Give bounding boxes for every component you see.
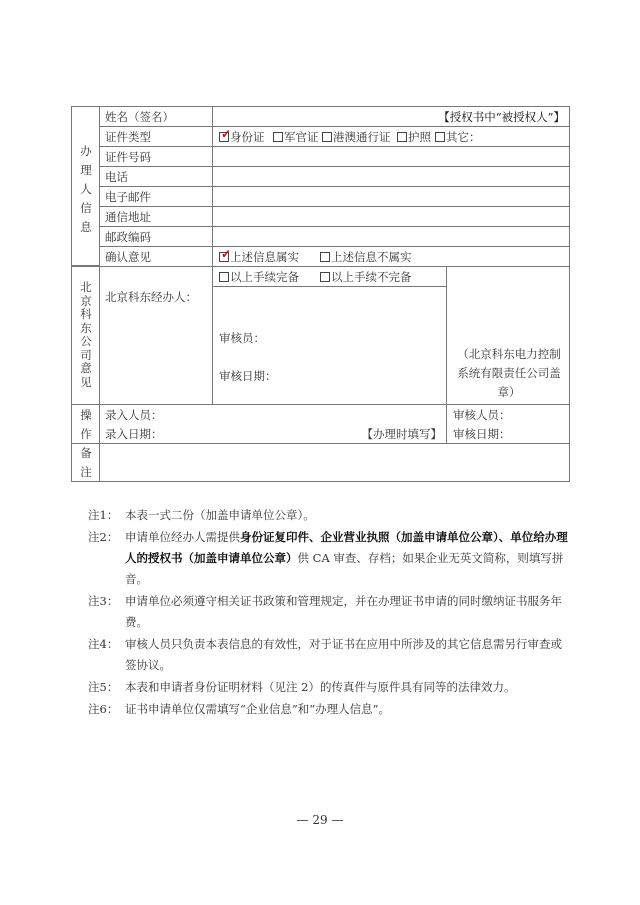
row-label-id_type: 证件类型: [105, 130, 151, 144]
option-label: 上述信息不属实: [331, 250, 412, 264]
option-id_type-3[interactable]: [397, 130, 431, 144]
option-label: 上述信息属实: [230, 250, 299, 264]
checkbox[interactable]: [435, 132, 445, 142]
remarks-field[interactable]: [99, 443, 570, 482]
company-options-cell: [212, 266, 447, 287]
company-stamp-cell: [446, 266, 570, 405]
row-label-cell: [99, 246, 213, 267]
option-label: 护照: [408, 130, 431, 144]
company-handler-cell: [99, 266, 213, 405]
checkbox[interactable]: [320, 272, 330, 282]
option-label: 其它：: [446, 130, 481, 144]
row-value-phone[interactable]: [212, 166, 570, 187]
company-stamp-text: （北京科东电力控制系统有限责任公司盖章）: [457, 347, 561, 399]
checkbox[interactable]: [219, 272, 229, 282]
row-label-postcode: 邮政编码: [105, 230, 151, 244]
note-label: 注1：: [88, 508, 119, 522]
note-1: [88, 505, 568, 526]
note-label: 注3：: [88, 594, 119, 608]
row-label-id_number: 证件号码: [105, 150, 151, 164]
page-number: — 29 —: [296, 813, 344, 827]
section-company-cell: [71, 266, 100, 405]
option-id_type-4[interactable]: [435, 130, 565, 147]
row-value-address[interactable]: [212, 206, 570, 227]
other-underline[interactable]: [485, 132, 565, 147]
checkbox[interactable]: [320, 252, 330, 262]
section-remarks-label: 备注: [80, 446, 92, 479]
review-date-label: 审核日期：: [219, 369, 277, 383]
note-label: 注6：: [88, 702, 119, 716]
row-value-email[interactable]: [212, 186, 570, 207]
entry-date-underline: [163, 429, 236, 444]
row-value-id_number[interactable]: [212, 146, 570, 167]
company-option-incomplete[interactable]: [320, 270, 412, 284]
checkbox[interactable]: [397, 132, 407, 142]
row-label-cell: [99, 146, 213, 167]
row-label-email: 电子邮件: [105, 190, 151, 204]
option-label: 港澳通行证: [333, 130, 391, 144]
option-label: 以上手续完备: [230, 270, 299, 284]
section-handler-cell: [71, 106, 100, 266]
note-label: 注2：: [88, 530, 119, 544]
row-value-postcode[interactable]: [212, 226, 570, 247]
row-value-name[interactable]: [212, 106, 570, 127]
row-value-confirm[interactable]: [212, 246, 570, 267]
row-label-cell: [99, 206, 213, 227]
section-ops-cell: [71, 404, 100, 444]
checkbox[interactable]: [273, 132, 283, 142]
company-review-cell: [212, 286, 447, 405]
option-confirm-0[interactable]: [219, 250, 299, 264]
note-bold: 身份证复印件、企业营业执照（加盖申请单位公章）、单位给办理人的授权书（加盖申请单位公章）: [125, 530, 568, 565]
section-ops-label: 操作: [80, 408, 92, 441]
note-6: [88, 699, 568, 720]
note-text: 证书申请单位仅需填写“企业信息”和“办理人信息”。: [125, 702, 391, 716]
entry-date-label: 录入日期：: [105, 427, 163, 441]
reviewer-label: 审核员：: [219, 331, 265, 345]
section-handler-label: 办理人信息: [80, 144, 92, 234]
row-label-address: 通信地址: [105, 210, 151, 224]
row-label-cell: [99, 106, 213, 127]
option-label: 以上手续不完备: [331, 270, 412, 284]
fill-hint: 【办理时填写】: [361, 427, 442, 441]
ops-review-cell: [446, 404, 570, 444]
note-text: 本表和申请者身份证明材料（见注 2）的传真件与原件具有同等的法律效力。: [125, 680, 516, 694]
entry-person-label: 录入人员：: [105, 408, 163, 422]
row-label-phone: 电话: [105, 170, 128, 184]
review-person-label: 审核人员：: [453, 408, 511, 422]
note-text: 申请单位经办人需提供: [125, 530, 240, 544]
row-label-cell: [99, 126, 213, 147]
company-handler-label: 北京科东经办人：: [105, 290, 197, 304]
company-option-complete[interactable]: [219, 270, 299, 284]
authorized-person-hint: 【授权书中“被授权人”】: [438, 110, 565, 124]
note-text: 审核人员只负责本表信息的有效性，对于证书在应用中所涉及的其它信息需另行审查或签协议。: [125, 637, 562, 672]
option-label: 身份证: [230, 130, 265, 144]
notes-list: [88, 505, 568, 721]
option-id_type-2[interactable]: [322, 130, 391, 144]
note-4: [88, 634, 568, 676]
option-id_type-0[interactable]: [219, 130, 265, 144]
option-confirm-1[interactable]: [320, 250, 412, 264]
note-text: 本表一式二份（加盖申请单位公章）。: [125, 508, 315, 522]
row-label-cell: [99, 186, 213, 207]
note-2: [88, 527, 568, 590]
option-label: 军官证: [284, 130, 319, 144]
checkbox[interactable]: [219, 132, 229, 142]
row-label-confirm: 确认意见: [105, 250, 151, 264]
section-company-label: 北京科东公司意见: [80, 280, 92, 389]
note-text: 申请单位必须遵守相关证书政策和管理规定，并在办理证书申请的同时缴纳证书服务年费。: [125, 594, 562, 629]
note-label: 注5：: [88, 680, 119, 694]
section-remarks-cell: [71, 443, 100, 482]
note-5: [88, 677, 568, 698]
row-label-name: 姓名（签名）: [105, 110, 174, 124]
entry-date-field[interactable]: [105, 427, 236, 444]
ops-review-date-label: 审核日期：: [453, 427, 511, 441]
note-text: 供 CA 审查、存档；如果企业无英文简称，则填写拼音。: [125, 551, 564, 586]
note-3: [88, 591, 568, 633]
checkbox[interactable]: [219, 252, 229, 262]
checkbox[interactable]: [322, 132, 332, 142]
row-label-cell: [99, 166, 213, 187]
ops-entry-cell: [99, 404, 447, 444]
option-id_type-1[interactable]: [273, 130, 319, 144]
row-value-id_type[interactable]: [212, 126, 570, 147]
note-label: 注4：: [88, 637, 119, 651]
row-label-cell: [99, 226, 213, 247]
